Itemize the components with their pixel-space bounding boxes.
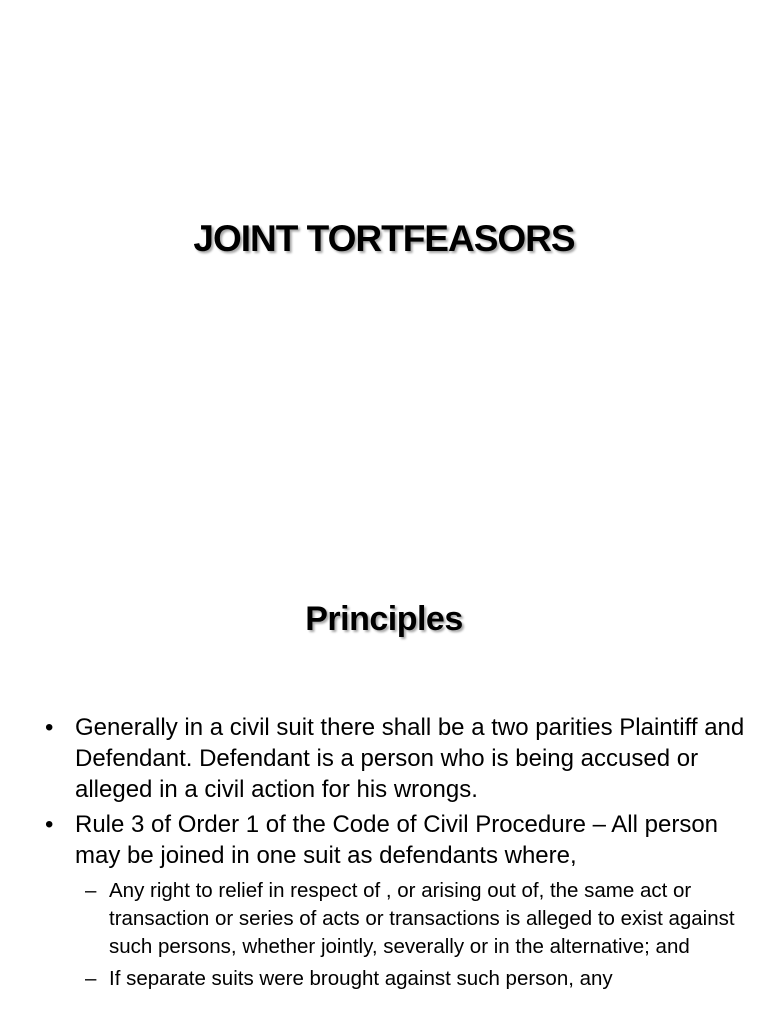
bullet-text: Rule 3 of Order 1 of the Code of Civil Procedure – All person may be joined in one suit as defendants where, <box>75 811 719 869</box>
sub-bullet-list <box>85 877 745 993</box>
sub-bullet-text: Any right to relief in respect of , or arising out of, the same act or transaction or series of acts or transactions is alleged to exist against such persons, whether jointly, severally or in the alternative; and <box>109 879 735 958</box>
sub-bullet-text: If separate suits were brought against such person, any <box>109 967 613 990</box>
bullet-text: Generally in a civil suit there shall be a two parities Plaintiff and Defendant. Defendant is a person who is being accused or alleged in a civil action for his wrongs. <box>75 714 745 803</box>
bullet-item <box>45 809 745 993</box>
slide-title-principles: Principles <box>305 600 463 638</box>
bullet-marker: • <box>45 714 54 741</box>
sub-bullet-marker: – <box>85 879 97 902</box>
sub-bullet-item <box>85 965 745 993</box>
sub-bullet-item <box>85 877 745 961</box>
bullet-marker: • <box>45 811 54 838</box>
slide-title-joint-tortfeasors: JOINT TORTFEASORS <box>193 218 575 259</box>
bullet-list <box>45 712 745 997</box>
sub-bullet-marker: – <box>85 967 97 990</box>
bullet-item <box>45 712 745 805</box>
